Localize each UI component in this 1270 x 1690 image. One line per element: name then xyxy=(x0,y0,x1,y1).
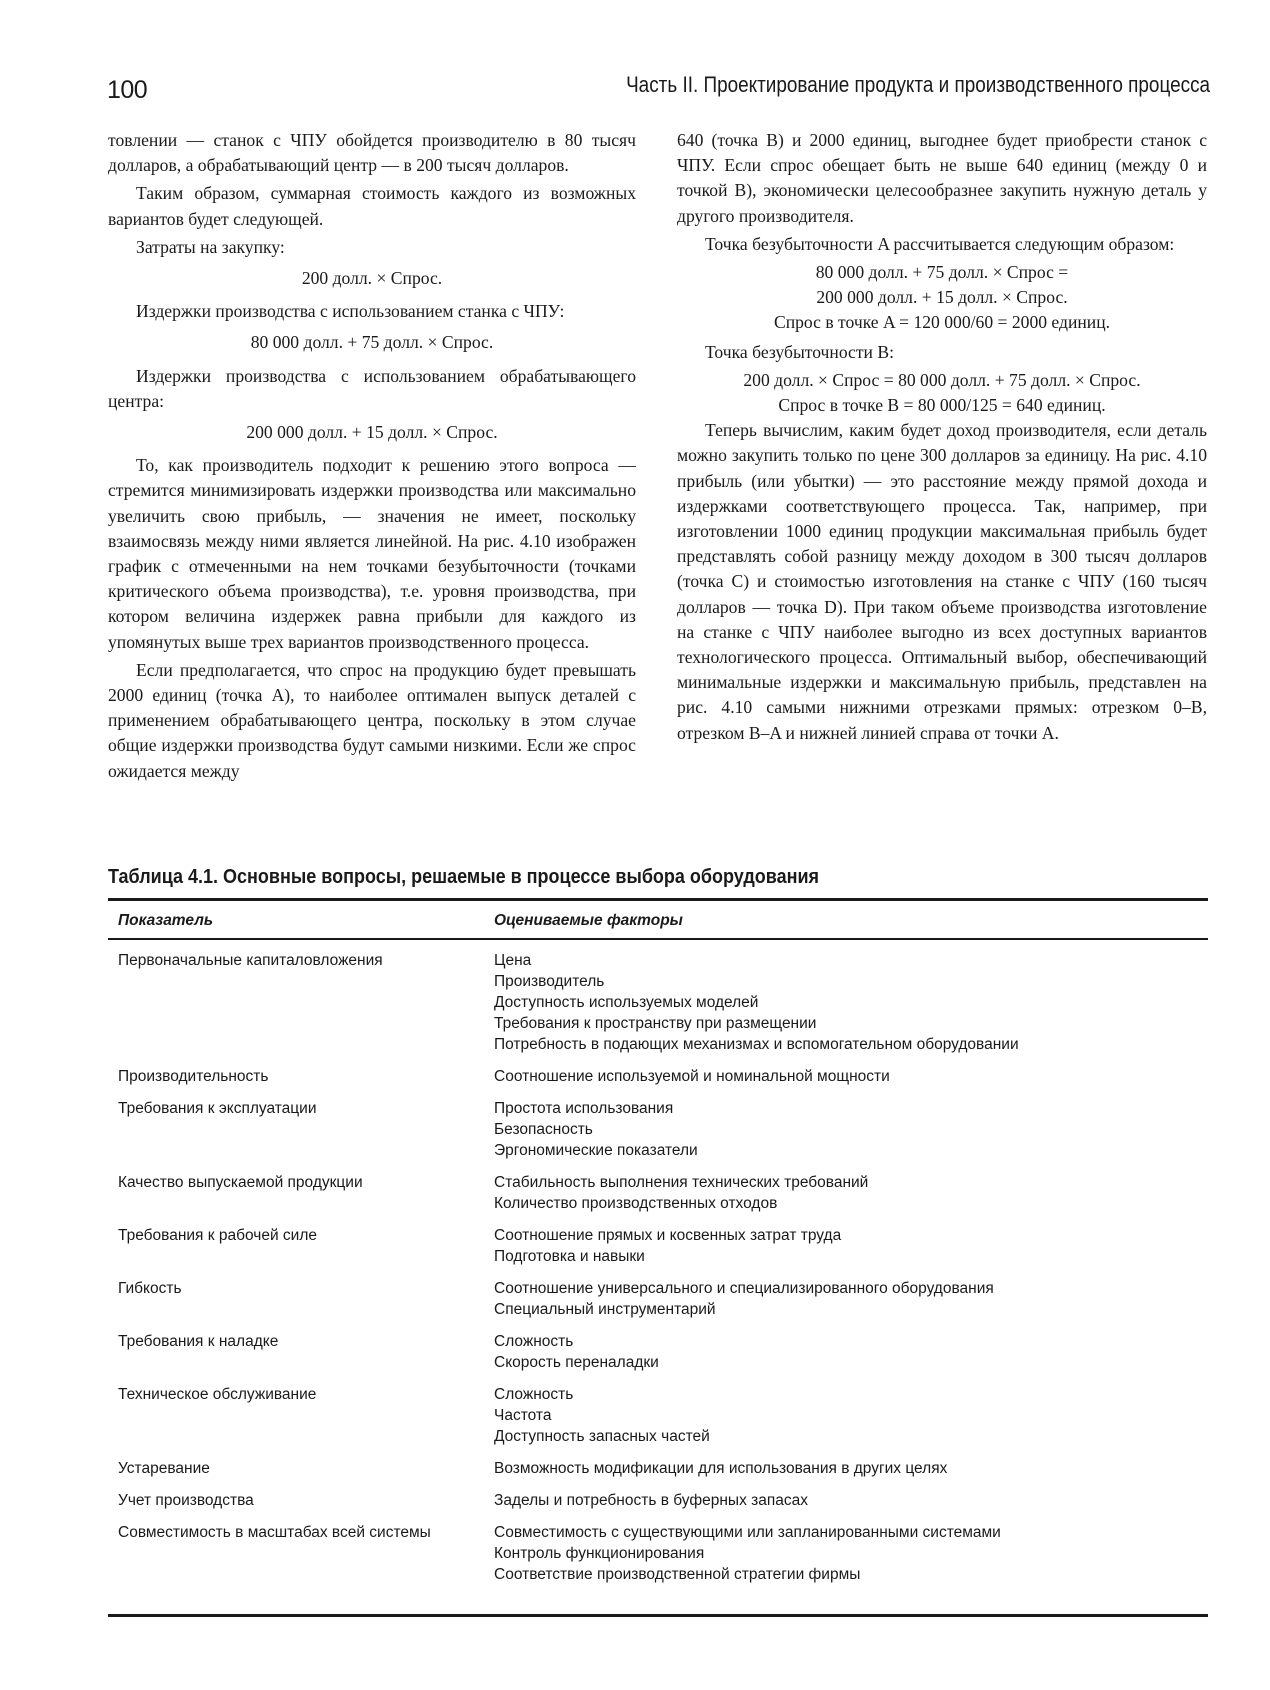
indicator-cell: Качество выпускаемой продукции xyxy=(118,1174,363,1191)
left-text-column xyxy=(108,128,636,787)
indicator-cell: Техническое обслуживание xyxy=(118,1386,317,1403)
indicator-cell: Требования к наладке xyxy=(118,1333,279,1350)
factor-item: Соотношение используемой и номинальной мощности xyxy=(494,1068,890,1085)
paragraph: 200 000 долл. + 15 долл. × Спрос. xyxy=(246,422,498,443)
paragraph: товлении — станок с ЧПУ обойдется производителю в 80 тысяч долларов, а обрабатывающий центр — в 200 тысяч долларов. xyxy=(108,130,636,176)
factors-cell xyxy=(494,1490,1208,1511)
factor-item: Заделы и потребность в буферных запасах xyxy=(494,1492,808,1509)
paragraph: Точка безубыточности B: xyxy=(705,341,894,362)
factors-cell xyxy=(494,950,1208,1055)
table-row xyxy=(108,1172,1208,1214)
paragraph: 200 долл. × Спрос. xyxy=(301,268,443,289)
factors-cell xyxy=(494,1225,1208,1267)
factors-cell xyxy=(494,1172,1208,1214)
table-body xyxy=(108,950,1208,1596)
factors-cell xyxy=(494,1278,1208,1320)
factor-item: Соответствие производственной стратегии фирмы xyxy=(494,1566,861,1583)
table-title: Таблица 4.1. Основные вопросы, решаемые в процессе выбора оборудования xyxy=(108,866,820,888)
factors-cell xyxy=(494,1384,1208,1447)
table-row xyxy=(108,950,1208,1055)
factors-cell xyxy=(494,1066,1208,1087)
factor-item: Контроль функционирования xyxy=(494,1545,705,1562)
page-number: 100 xyxy=(107,76,148,104)
table-row xyxy=(108,1278,1208,1320)
factors-cell xyxy=(494,1098,1208,1161)
table-row xyxy=(108,1522,1208,1585)
table-row xyxy=(108,1066,1208,1087)
indicator-cell: Совместимость в масштабах всей системы xyxy=(118,1524,431,1541)
factor-item: Требования к пространству при размещении xyxy=(494,1015,817,1032)
running-head: Часть II. Проектирование продукта и производственного процесса xyxy=(626,72,1210,97)
indicator-cell: Требования к рабочей силе xyxy=(118,1227,317,1244)
paragraph: Если предполагается, что спрос на продукцию будет превышать 2000 единиц (точка A), то наиболее оптимален выпуск деталей с применением обрабатывающего центра, поскольку в этом случае общие издержки производства будут самыми низкими. Если же спрос ожидается между xyxy=(108,659,636,781)
right-text-column xyxy=(677,128,1207,749)
factor-item: Сложность xyxy=(494,1386,574,1403)
factor-item: Цена xyxy=(494,952,532,969)
paragraph: Теперь вычислим, каким будет доход производителя, если деталь можно закупить только по цене 300 долларов за единицу. На рис. 4.10 прибыль (или убытки) — это расстояние между прямой дохода и издержками соответствующего процесса. Так, например, при изготовлении 1000 единиц продукции максимальная прибыль будет представлять собой разницу между доходом в 300 тысяч долларов (точка C) и стоимостью изготовления на станке с ЧПУ (160 тысяч долларов — точка D). При таком объеме производства изготовление на станке с ЧПУ наиболее выгодно из всех доступных вариантов технологического процесса. Оптимальный выбор, обеспечивающий минимальные издержки и максимальную прибыль, представлен на рис. 4.10 самыми нижними отрезками прямых: отрезком 0–B, отрезком B–A и нижней линией справа от точки A. xyxy=(677,420,1207,743)
factor-item: Производитель xyxy=(494,973,605,990)
indicator-cell: Учет производства xyxy=(118,1492,254,1509)
header-factors: Оцениваемые факторы xyxy=(494,912,683,929)
factor-item: Совместимость с существующими или запланированными системами xyxy=(494,1524,1001,1541)
paragraph: Спрос в точке B = 80 000/125 = 640 единиц. xyxy=(778,395,1106,416)
paragraph: Таким образом, суммарная стоимость каждого из возможных вариантов будет следующей. xyxy=(108,183,636,229)
table-bottom-rule xyxy=(108,1614,1208,1617)
paragraph: 640 (точка B) и 2000 единиц, выгоднее будет приобрести станок с ЧПУ. Если спрос обещает быть не выше 640 единиц (между 0 и точкой B), экономически целесообразнее закупить нужную деталь у другого производителя. xyxy=(677,130,1207,226)
paragraph: 200 000 долл. + 15 долл. × Спрос. xyxy=(816,287,1068,308)
table-row xyxy=(108,1384,1208,1447)
factors-cell xyxy=(494,1331,1208,1373)
paragraph: Издержки производства с использованием станка с ЧПУ: xyxy=(136,301,565,322)
factor-item: Безопасность xyxy=(494,1121,593,1138)
table-row xyxy=(108,1225,1208,1267)
factor-item: Доступность используемых моделей xyxy=(494,994,759,1011)
indicator-cell: Гибкость xyxy=(118,1280,182,1297)
table-row xyxy=(108,1098,1208,1161)
factor-item: Доступность запасных частей xyxy=(494,1428,710,1445)
paragraph: 80 000 долл. + 75 долл. × Спрос = xyxy=(815,262,1069,283)
paragraph: То, как производитель подходит к решению этого вопроса — стремится минимизировать издержки производства или максимально увеличить свою прибыль, — значения не имеет, поскольку взаимосвязь между ними является линейной. На рис. 4.10 изображен график с отмеченными на нем точками безубыточности (точками критического объема производства), т.е. уровня производства, при котором величина издержек равна прибыли для каждого из упомянутых выше трех вариантов производственного процесса. xyxy=(108,455,636,652)
factor-item: Подготовка и навыки xyxy=(494,1248,645,1265)
paragraph: Затраты на закупку: xyxy=(136,236,285,257)
table-row xyxy=(108,1458,1208,1479)
paragraph: Точка безубыточности A рассчитывается следующим образом: xyxy=(705,233,1175,254)
factor-item: Частота xyxy=(494,1407,552,1424)
paragraph: Спрос в точке A = 120 000/60 = 2000 единиц. xyxy=(773,312,1111,333)
table-row xyxy=(108,1331,1208,1373)
indicator-cell: Требования к эксплуатации xyxy=(118,1100,317,1117)
factor-item: Соотношение универсального и специализированного оборудования xyxy=(494,1280,994,1297)
factor-item: Сложность xyxy=(494,1333,574,1350)
indicator-cell: Первоначальные капиталовложения xyxy=(118,952,383,969)
factor-item: Количество производственных отходов xyxy=(494,1195,778,1212)
table-row xyxy=(108,1490,1208,1511)
factor-item: Стабильность выполнения технических требований xyxy=(494,1174,869,1191)
table-header-rule xyxy=(108,938,1208,940)
factor-item: Специальный инструментарий xyxy=(494,1301,716,1318)
factor-item: Скорость переналадки xyxy=(494,1354,659,1371)
indicator-cell: Производительность xyxy=(118,1068,269,1085)
factor-item: Простота использования xyxy=(494,1100,674,1117)
paragraph: Издержки производства с использованием обрабатывающего центра: xyxy=(108,365,636,411)
indicator-cell: Устаревание xyxy=(118,1460,210,1477)
factors-cell xyxy=(494,1522,1208,1585)
factor-item: Эргономические показатели xyxy=(494,1142,698,1159)
factors-cell xyxy=(494,1458,1208,1479)
table-top-rule xyxy=(108,898,1208,901)
paragraph: 80 000 долл. + 75 долл. × Спрос. xyxy=(250,332,494,353)
factor-item: Потребность в подающих механизмах и вспомогательном оборудовании xyxy=(494,1036,1019,1053)
paragraph: 200 долл. × Спрос = 80 000 долл. + 75 долл. × Спрос. xyxy=(743,369,1141,390)
factor-item: Возможность модификации для использования в других целях xyxy=(494,1460,948,1477)
header-indicator: Показатель xyxy=(118,912,214,929)
factor-item: Соотношение прямых и косвенных затрат труда xyxy=(494,1227,842,1244)
